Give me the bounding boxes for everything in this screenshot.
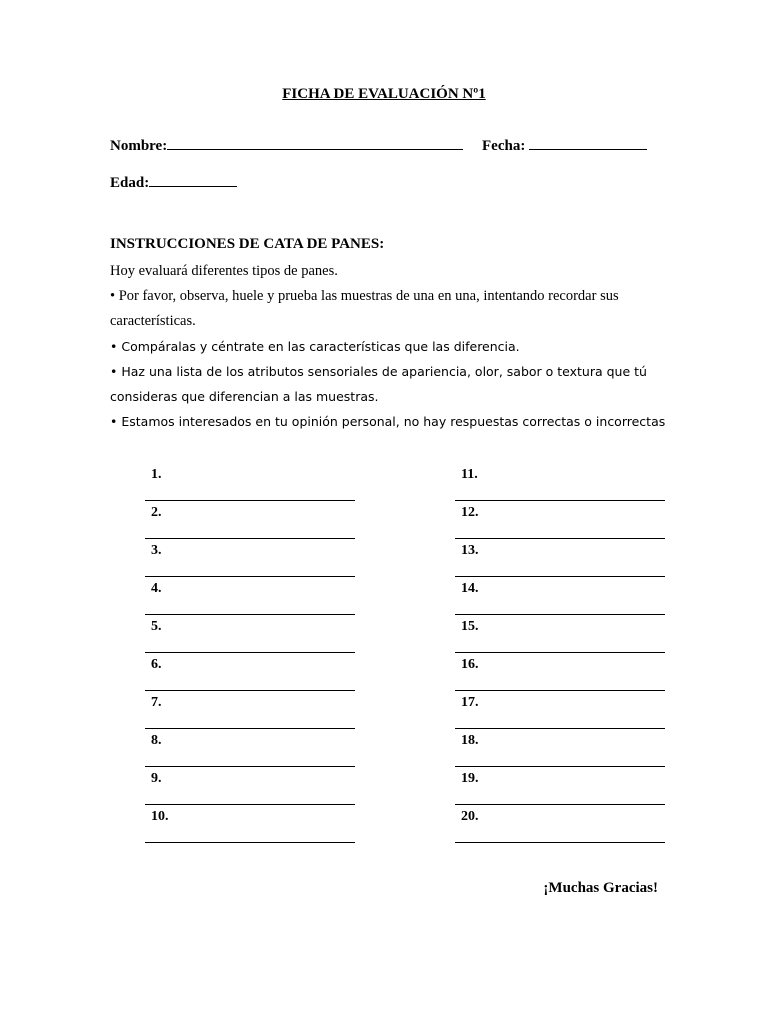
answer-line[interactable] xyxy=(145,615,355,653)
closing-text: ¡Muchas Gracias! xyxy=(543,880,658,896)
answer-line[interactable] xyxy=(455,615,665,653)
edad-blank[interactable] xyxy=(149,174,237,187)
answer-line[interactable] xyxy=(455,539,665,577)
fecha-blank[interactable] xyxy=(529,137,647,150)
answer-number: 19. xyxy=(461,771,479,786)
edad-field[interactable] xyxy=(110,174,237,192)
nombre-field[interactable] xyxy=(110,137,463,155)
answer-line[interactable] xyxy=(145,539,355,577)
answer-line[interactable] xyxy=(455,463,665,501)
answer-line[interactable] xyxy=(455,805,665,843)
answer-number: 14. xyxy=(461,581,479,596)
answer-line[interactable] xyxy=(145,691,355,729)
answer-number: 7. xyxy=(151,695,162,710)
answer-number: 17. xyxy=(461,695,479,710)
instructions-intro: Hoy evaluará diferentes tipos de panes. xyxy=(110,263,338,279)
answer-number: 15. xyxy=(461,619,479,634)
answer-line[interactable] xyxy=(145,653,355,691)
answer-line[interactable] xyxy=(145,577,355,615)
instructions-body xyxy=(110,259,670,434)
answer-line[interactable] xyxy=(455,653,665,691)
answer-line[interactable] xyxy=(455,691,665,729)
instruction-bullet-2: • Compáralas y céntrate en las características que las diferencia. xyxy=(110,339,520,354)
answer-number: 2. xyxy=(151,505,162,520)
answer-line[interactable] xyxy=(145,805,355,843)
instruction-bullet-3b: consideras que diferencian a las muestras. xyxy=(110,389,379,404)
answer-line[interactable] xyxy=(145,767,355,805)
answer-number: 18. xyxy=(461,733,479,748)
edad-label: Edad: xyxy=(110,175,150,191)
instruction-bullet-1a: • Por favor, observa, huele y prueba las muestras de una en una, intentando recordar sus xyxy=(110,288,619,304)
answer-number: 12. xyxy=(461,505,479,520)
answer-number: 16. xyxy=(461,657,479,672)
answer-line[interactable] xyxy=(145,729,355,767)
nombre-blank[interactable] xyxy=(167,137,463,150)
answer-number: 20. xyxy=(461,809,479,824)
page-title: FICHA DE EVALUACIÓN Nº1 xyxy=(282,86,486,102)
nombre-label: Nombre: xyxy=(110,138,168,154)
fecha-field[interactable] xyxy=(482,137,647,155)
fecha-label: Fecha: xyxy=(482,138,526,154)
answer-number: 4. xyxy=(151,581,162,596)
instructions-heading: INSTRUCCIONES DE CATA DE PANES: xyxy=(110,236,385,252)
answer-number: 1. xyxy=(151,467,162,482)
answer-number: 10. xyxy=(151,809,169,824)
answer-number: 5. xyxy=(151,619,162,634)
answer-number: 13. xyxy=(461,543,479,558)
answer-number: 3. xyxy=(151,543,162,558)
answer-line[interactable] xyxy=(455,729,665,767)
instruction-bullet-1b: características. xyxy=(110,313,196,329)
answer-number: 8. xyxy=(151,733,162,748)
instruction-bullet-3a: • Haz una lista de los atributos sensoriales de apariencia, olor, sabor o textura que tú xyxy=(110,364,647,379)
answer-line[interactable] xyxy=(455,577,665,615)
answer-number: 6. xyxy=(151,657,162,672)
answer-number: 11. xyxy=(461,467,478,482)
answer-line[interactable] xyxy=(145,463,355,501)
answer-line[interactable] xyxy=(455,501,665,539)
answer-line[interactable] xyxy=(145,501,355,539)
answer-line[interactable] xyxy=(455,767,665,805)
instruction-bullet-4: • Estamos interesados en tu opinión personal, no hay respuestas correctas o incorrectas xyxy=(110,414,666,429)
answer-number: 9. xyxy=(151,771,162,786)
